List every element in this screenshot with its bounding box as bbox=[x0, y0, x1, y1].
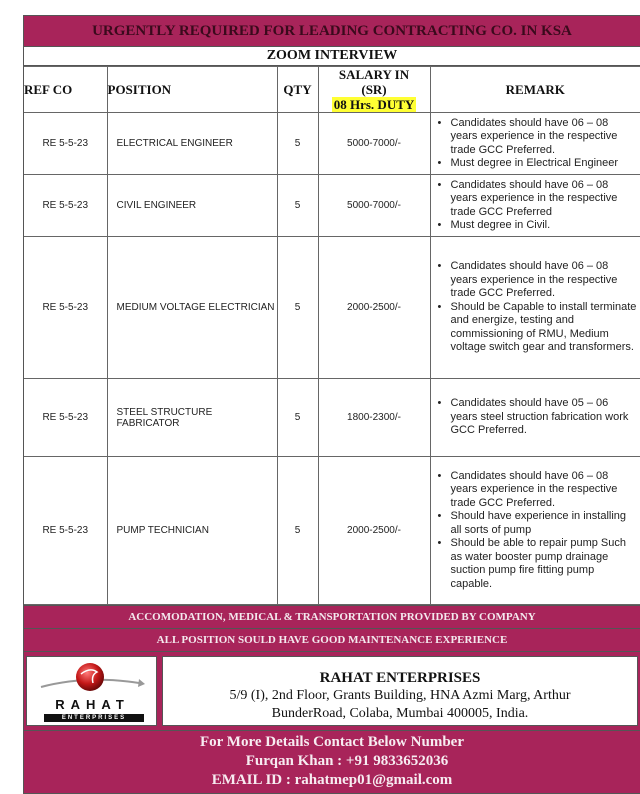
remark-cell bbox=[430, 457, 640, 605]
remark-item: • Should be able to repair pump Such as water booster pump drainage suction pump fire fitting pump capable. bbox=[451, 537, 638, 591]
remark-list bbox=[435, 179, 638, 233]
company-section bbox=[24, 651, 640, 730]
job-advertisement bbox=[23, 15, 640, 794]
qty-cell: 5 bbox=[277, 379, 318, 457]
qty-cell: 5 bbox=[277, 113, 318, 175]
ref-cell: RE 5-5-23 bbox=[24, 457, 107, 605]
remark-item: • Should be Capable to install terminate and energize, testing and commissioning of RMU, Medium voltage switch gear and transformers. bbox=[451, 301, 638, 355]
jobs-table bbox=[24, 66, 640, 605]
logo-wordmark: RAHAT bbox=[55, 697, 130, 712]
remark-item: • Candidates should have 05 – 06 years steel struction fabrication work GCC Preferred. bbox=[451, 397, 638, 438]
col-header-salary bbox=[318, 67, 430, 113]
company-address-box bbox=[162, 656, 638, 726]
address-line-1: 5/9 (I), 2nd Floor, Grants Building, HNA Azmi Marg, Arthur bbox=[229, 688, 571, 703]
remark-cell bbox=[430, 113, 640, 175]
remark-cell bbox=[430, 175, 640, 237]
salary-cell: 5000-7000/- bbox=[318, 113, 430, 175]
ref-cell: RE 5-5-23 bbox=[24, 113, 107, 175]
qty-cell: 5 bbox=[277, 457, 318, 605]
contact-section bbox=[24, 730, 640, 793]
table-row bbox=[24, 237, 640, 379]
position-cell: CIVIL ENGINEER bbox=[107, 175, 277, 237]
table-row bbox=[24, 175, 640, 237]
duty-hours-highlight: 08 Hrs. DUTY bbox=[333, 97, 415, 112]
interview-type: ZOOM INTERVIEW bbox=[24, 47, 640, 66]
remark-item: • Must degree in Electrical Engineer bbox=[451, 157, 638, 171]
salary-header-line2: (SR) bbox=[361, 82, 387, 97]
headline-banner: URGENTLY REQUIRED FOR LEADING CONTRACTING CO. IN KSA bbox=[24, 16, 640, 47]
remark-list bbox=[435, 397, 638, 438]
remark-item: • Candidates should have 06 – 08 years experience in the respective trade GCC Preferred. bbox=[451, 260, 638, 301]
col-header-ref: REF CO bbox=[24, 67, 107, 113]
remark-cell bbox=[430, 379, 640, 457]
remark-item: • Should have experience in installing all sorts of pump bbox=[451, 510, 638, 537]
company-name: RAHAT ENTERPRISES bbox=[319, 670, 481, 686]
remark-item: • Candidates should have 06 – 08 years experience in the respective trade GCC Preferred. bbox=[451, 470, 638, 511]
salary-cell: 5000-7000/- bbox=[318, 175, 430, 237]
requirement-band: ALL POSITION SOULD HAVE GOOD MAINTENANCE EXPERIENCE bbox=[24, 628, 640, 651]
salary-cell: 2000-2500/- bbox=[318, 237, 430, 379]
col-header-remark: REMARK bbox=[430, 67, 640, 113]
table-row bbox=[24, 457, 640, 605]
remark-cell bbox=[430, 237, 640, 379]
qty-cell: 5 bbox=[277, 175, 318, 237]
col-header-qty: QTY bbox=[277, 67, 318, 113]
position-cell: ELECTRICAL ENGINEER bbox=[107, 113, 277, 175]
remark-list bbox=[435, 260, 638, 355]
position-cell: MEDIUM VOLTAGE ELECTRICIAN bbox=[107, 237, 277, 379]
ref-cell: RE 5-5-23 bbox=[24, 175, 107, 237]
salary-cell: 2000-2500/- bbox=[318, 457, 430, 605]
remark-item: • Candidates should have 06 – 08 years experience in the respective trade GCC Preferred. bbox=[451, 117, 638, 158]
col-header-position: POSITION bbox=[107, 67, 277, 113]
contact-person-phone[interactable]: Furqan Khan : +91 9833652036 bbox=[245, 753, 449, 769]
ref-cell: RE 5-5-23 bbox=[24, 379, 107, 457]
remark-item: • Must degree in Civil. bbox=[451, 219, 638, 233]
address-line-2: BunderRoad, Colaba, Mumbai 400005, India. bbox=[271, 706, 529, 721]
position-cell: PUMP TECHNICIAN bbox=[107, 457, 277, 605]
remark-list bbox=[435, 470, 638, 592]
qty-cell: 5 bbox=[277, 237, 318, 379]
table-row bbox=[24, 113, 640, 175]
remark-list bbox=[435, 117, 638, 171]
ref-cell: RE 5-5-23 bbox=[24, 237, 107, 379]
remark-item: • Candidates should have 06 – 08 years experience in the respective trade GCC Preferred bbox=[451, 179, 638, 220]
salary-cell: 1800-2300/- bbox=[318, 379, 430, 457]
company-logo bbox=[26, 656, 157, 726]
logo-subtitle: ENTERPRISES bbox=[44, 714, 144, 722]
table-row bbox=[24, 379, 640, 457]
contact-intro: For More Details Contact Below Number bbox=[200, 734, 464, 750]
position-cell: STEEL STRUCTURE FABRICATOR bbox=[107, 379, 277, 457]
table-header-row bbox=[24, 67, 640, 113]
contact-email[interactable]: EMAIL ID : rahatmep01@gmail.com bbox=[211, 772, 453, 788]
benefits-band: ACCOMODATION, MEDICAL & TRANSPORTATION PROVIDED BY COMPANY bbox=[24, 605, 640, 628]
salary-header-line1: SALARY IN bbox=[338, 67, 410, 82]
